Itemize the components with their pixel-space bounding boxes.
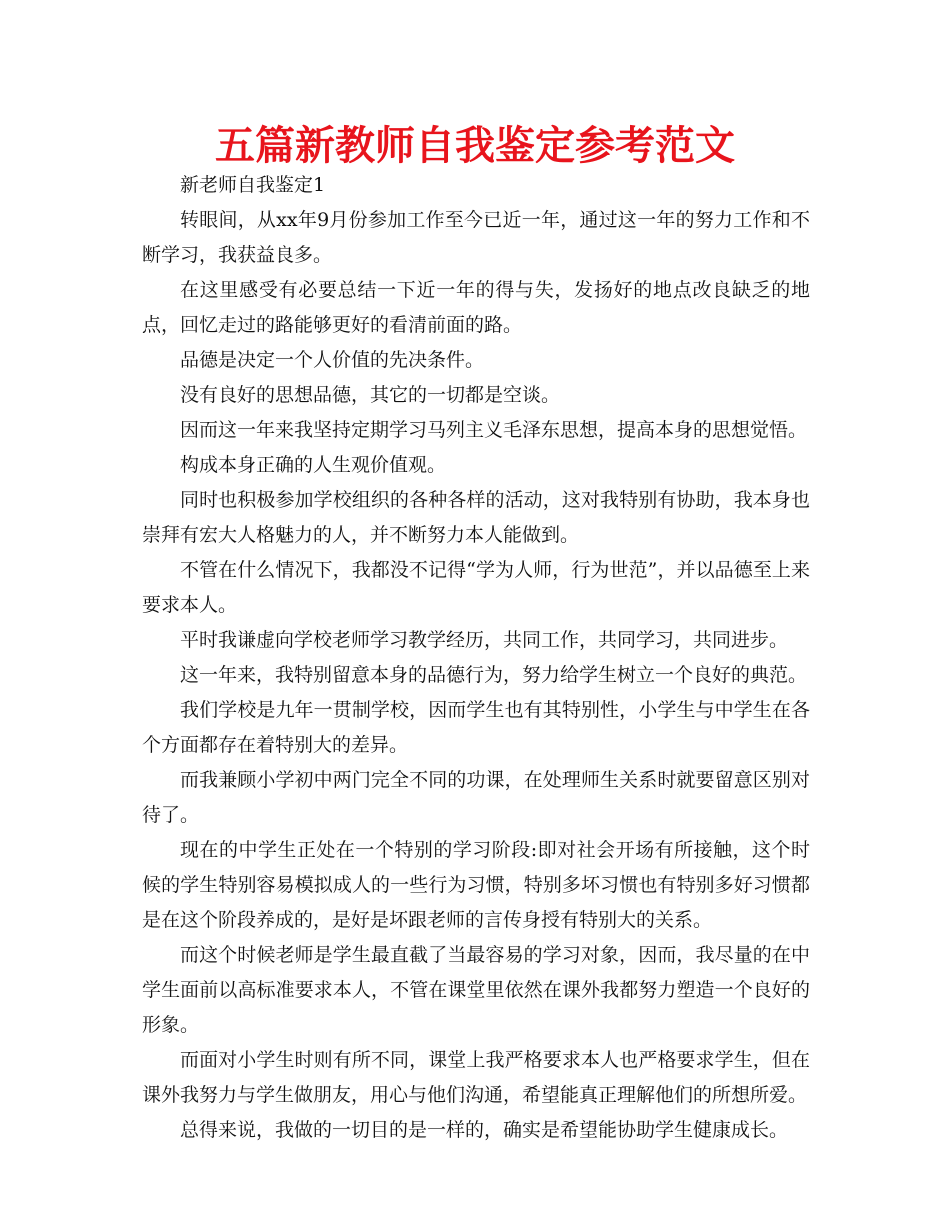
paragraph: 同时也积极参加学校组织的各种各样的活动，这对我特别有协助，我本身也崇拜有宏大人格魅力的人，并不断努力本人能做到。 (142, 489, 810, 546)
paragraph: 品德是决定一个人价值的先决条件。 (180, 349, 485, 371)
document-title: 五篇新教师自我鉴定参考范文 (215, 123, 735, 169)
paragraph: 我们学校是九年一贯制学校，因而学生也有其特别性，小学生与中学生在各个方面都存在着特别大的差异。 (142, 699, 810, 756)
paragraph: 因而这一年来我坚持定期学习马列主义毛泽东思想，提高本身的思想觉悟。 (180, 419, 808, 441)
paragraph: 这一年来，我特别留意本身的品德行为，努力给学生树立一个良好的典范。 (180, 664, 808, 686)
paragraph: 平时我谦虚向学校老师学习教学经历，共同工作，共同学习，共同进步。 (180, 629, 789, 651)
paragraph: 不管在什么情况下，我都没不记得“学为人师，行为世范”，并以品德至上来要求本人。 (142, 559, 810, 616)
paragraph: 而我兼顾小学初中两门完全不同的功课，在处理师生关系时就要留意区别对待了。 (142, 769, 810, 826)
paragraph: 没有良好的思想品德，其它的一切都是空谈。 (180, 384, 561, 406)
section-heading: 新老师自我鉴定1 (180, 174, 326, 196)
paragraph: 构成本身正确的人生观价值观。 (180, 454, 447, 476)
paragraph: 而面对小学生时则有所不同，课堂上我严格要求本人也严格要求学生，但在课外我努力与学生做朋友，用心与他们沟通，希望能真正理解他们的所想所爱。 (142, 1049, 810, 1106)
paragraph: 转眼间，从xx年9月份参加工作至今已近一年，通过这一年的努力工作和不断学习，我获益良多。 (142, 209, 810, 266)
paragraph: 在这里感受有必要总结一下近一年的得与失，发扬好的地点改良缺乏的地点，回忆走过的路能够更好的看清前面的路。 (142, 279, 810, 336)
document-body (142, 168, 810, 1148)
paragraph: 而这个时候老师是学生最直截了当最容易的学习对象，因而，我尽量的在中学生面前以高标准要求本人，不管在课堂里依然在课外我都努力塑造一个良好的形象。 (142, 944, 810, 1036)
paragraph: 现在的中学生正处在一个特别的学习阶段:即对社会开场有所接触，这个时候的学生特别容易模拟成人的一些行为习惯，特别多坏习惯也有特别多好习惯都是在这个阶段养成的，是好是坏跟老师的言传身授有特别大的关系。 (142, 839, 810, 931)
paragraph: 总得来说，我做的一切目的是一样的，确实是希望能协助学生健康成长。 (180, 1119, 789, 1141)
